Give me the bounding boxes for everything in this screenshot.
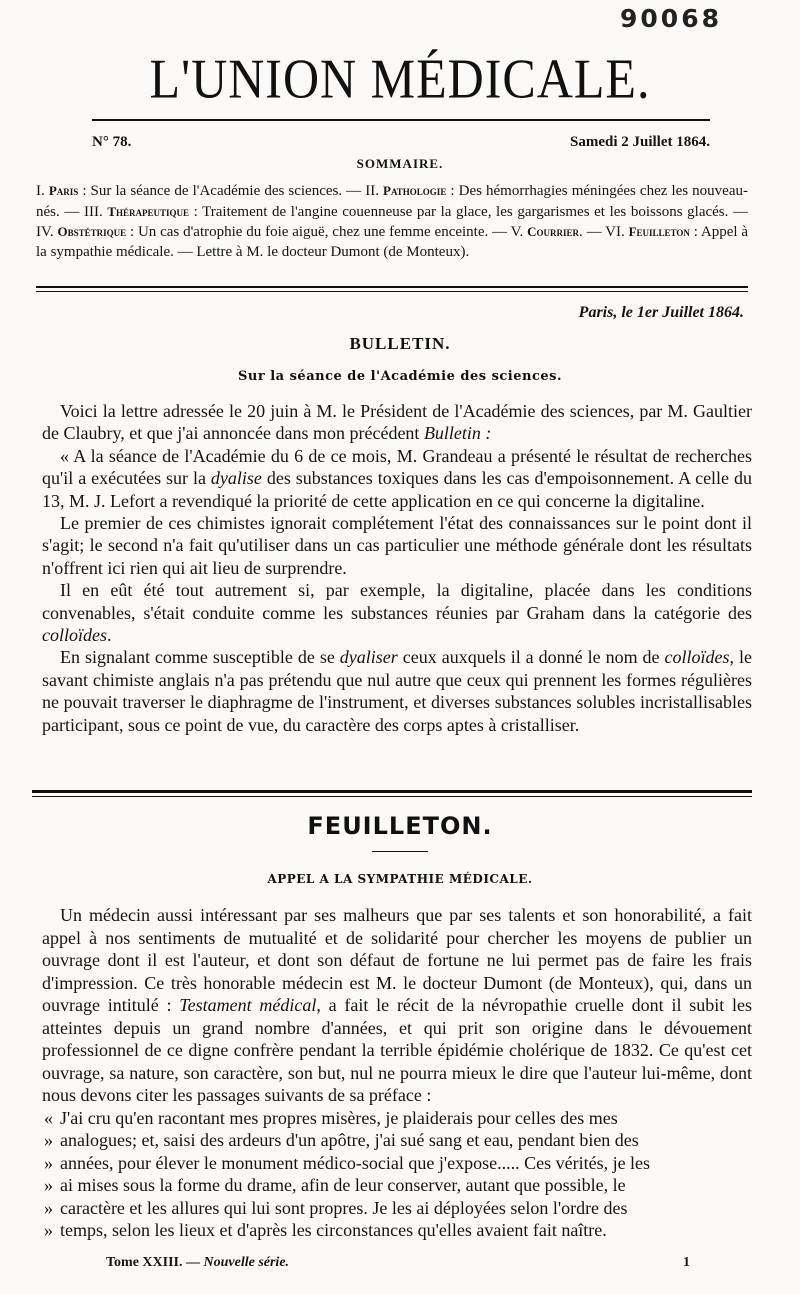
summary-ii-text: : Des hémorrhagies méningées chez les nouveau-nés. — III.	[36, 183, 748, 220]
feuilleton-heading: FEUILLETON.	[307, 812, 493, 840]
feuilleton-short-rule	[372, 851, 428, 852]
italic-run: dyaliser	[339, 647, 398, 668]
bulletin-date-line: Paris, le 1er Juillet 1864.	[578, 304, 744, 321]
summary-title: SOMMAIRE.	[356, 156, 444, 171]
quote-mark: »	[44, 1220, 53, 1240]
quote-mark: «	[44, 1107, 53, 1128]
summary-vi-label: Feuilleton	[628, 224, 690, 239]
text-run: caractère et les allures qui lui sont propres. Je les ai déployées selon l'ordre des	[60, 1197, 628, 1218]
quote-mark: »	[44, 1197, 53, 1218]
bulletin-paragraph	[42, 579, 752, 646]
italic-run: dyalise	[210, 468, 262, 489]
italic-run: Bulletin :	[423, 423, 492, 444]
masthead-rule	[92, 119, 710, 121]
quote-mark: »	[44, 1175, 53, 1195]
bulletin-body	[42, 400, 752, 736]
summary-text	[36, 181, 748, 262]
summary-rule-thin	[36, 291, 748, 292]
quote-line	[42, 1174, 752, 1197]
preface-quote	[42, 1107, 752, 1242]
page-number: 1	[683, 1255, 690, 1270]
summary-rule-thick	[36, 286, 748, 288]
bulletin-paragraph	[42, 400, 752, 445]
summary-i-num: I.	[36, 183, 49, 199]
quote-line	[42, 1219, 752, 1242]
feuilleton-rule-thin	[32, 796, 752, 797]
bulletin-paragraph: Le premier de ces chimistes ignorait complétement l'état des connaissances sur le point dont il s'agit; le second n'a fait qu'utiliser dans un cas particulier une méthode générale dont les résultats n'offrent ici rien qui ait lieu de surprendre.	[42, 513, 752, 578]
italic-run: Testament médical	[179, 995, 317, 1015]
text-run: Voici la lettre adressée le 20 juin à M. le Président de l'Académie des sciences, par M. Gaultier de Claubry, et que j'ai annoncée dans mon précédent	[42, 401, 752, 444]
page-footer	[106, 1255, 690, 1275]
quote-mark: »	[44, 1152, 53, 1173]
feuilleton-rule-thick	[32, 790, 752, 793]
text-run: , a fait le récit de la névropathie cruelle dont il subit les atteintes depuis un grand nombre d'années, et qui prit son origine dans le dévouement professionnel de ce digne confrère pendant la terrible épidémie cholérique de 1832. Ce qu'est cet ouvrage, sa nature, son caractère, son but, nul ne pourra mieux le dire que l'auteur lui-même, dont nous devons citer les passages suivants de sa préface :	[42, 995, 752, 1105]
summary-ii-label: Pathologie	[383, 183, 447, 198]
volume-line	[106, 1255, 289, 1271]
quote-mark: »	[44, 1130, 53, 1150]
text-run: ai mises sous la forme du drame, afin de leur conserver, autant que possible, le	[60, 1175, 626, 1195]
quote-line	[42, 1129, 752, 1152]
text-run: En signalant comme susceptible de se	[60, 647, 340, 668]
text-run: Un médecin aussi intéressant par ses malheurs que par ses talents et son honorabilité, a fait appel à nos sentiments de mutualité et de solidarité pour chercher les moyens de publier un ouvrage dont il est l'auteur, et dont son défaut de fortune ne lui permet pas de faire les frais d'impression. Ce très honorable médecin est M. le docteur Dumont (de Monteux), qui, dans un ouvrage intitulé :	[42, 905, 752, 1015]
masthead-title: L'UNION MÉDICALE.	[149, 47, 651, 110]
text-run: , le savant chimiste anglais n'a pas prétendu que nul autre que ceux qui prennent les formes régulières ne pouvait traverser le diaphragme de l'instrument, et diverses substances solubles incristallisables participant, sous ce point de vue, du caractère des corps aptes à cristalliser.	[42, 647, 752, 735]
quote-line	[42, 1152, 752, 1175]
summary-iv-label: Obstétrique	[57, 224, 127, 239]
summary-v-label: Courrier	[527, 224, 580, 239]
summary-iii-label: Thérapeutique	[107, 203, 190, 219]
feuilleton-subheading: APPEL A LA SYMPATHIE MÉDICALE.	[267, 872, 533, 886]
italic-run: colloïdes	[42, 625, 107, 646]
archive-stamp-number: 90068	[620, 4, 722, 33]
text-run: années, pour élever le monument médico-social que j'expose..... Ces vérités, je les	[60, 1152, 651, 1173]
text-run: des substances toxiques dans les cas d'empoisonnement. A celle du 13, M. J. Lefort a revendiqué la priorité de cette application en ce qui concerne la digitaline.	[42, 468, 752, 511]
text-run: temps, selon les lieux et d'après les circonstances qu'elles avaient fait naître.	[60, 1220, 607, 1240]
summary-i-text: : Sur la séance de l'Académie des sciences. — II.	[78, 183, 384, 199]
italic-run: Nouvelle série.	[203, 1255, 290, 1270]
text-run: analogues; et, saisi des ardeurs d'un apôtre, j'ai sué sang et eau, pendant bien des	[60, 1130, 639, 1150]
bulletin-subheading: Sur la séance de l'Académie des sciences.	[238, 369, 562, 384]
feuilleton-body	[42, 904, 752, 1242]
italic-run: colloïdes	[664, 647, 730, 668]
bulletin-paragraph	[42, 445, 752, 512]
summary-iii-text: : Traitement de l'angine couenneuse par la glace, les gargarismes et les boissons glacés. — IV.	[36, 203, 748, 240]
text-run: .	[107, 625, 112, 646]
bulletin-paragraph	[42, 646, 752, 736]
summary-iv-text: : Un cas d'atrophie du foie aiguë, chez une femme enceinte. — V.	[126, 224, 528, 240]
quote-line	[42, 1107, 752, 1130]
text-run: Tome XXIII. —	[106, 1255, 204, 1270]
quote-line	[42, 1197, 752, 1220]
issue-date: Samedi 2 Juillet 1864.	[569, 134, 710, 150]
summary-vi-text: : Appel à la sympathie médicale. — Lettre à M. le docteur Dumont (de Monteux).	[36, 224, 749, 260]
text-run: ceux auxquels il a donné le nom de	[397, 647, 665, 668]
text-run: Il en eût été tout autrement si, par exemple, la digitaline, placée dans les conditions convenables, s'était conduite comme les substances réunies par Graham dans la catégorie des	[42, 580, 752, 623]
text-run: « A la séance de l'Académie du 6 de ce mois, M. Grandeau a présenté le résultat de recherches qu'il a exécutées sur la	[42, 445, 752, 489]
summary-i-label: Paris	[48, 183, 79, 198]
text-run: J'ai cru qu'en racontant mes propres misères, je plaiderais pour celles des mes	[60, 1107, 618, 1128]
summary-v-text: . — VI.	[579, 224, 629, 240]
feuilleton-paragraph	[42, 904, 752, 1107]
bulletin-heading: BULLETIN.	[349, 334, 451, 353]
issue-line	[92, 134, 710, 156]
issue-number: N° 78.	[92, 134, 132, 150]
